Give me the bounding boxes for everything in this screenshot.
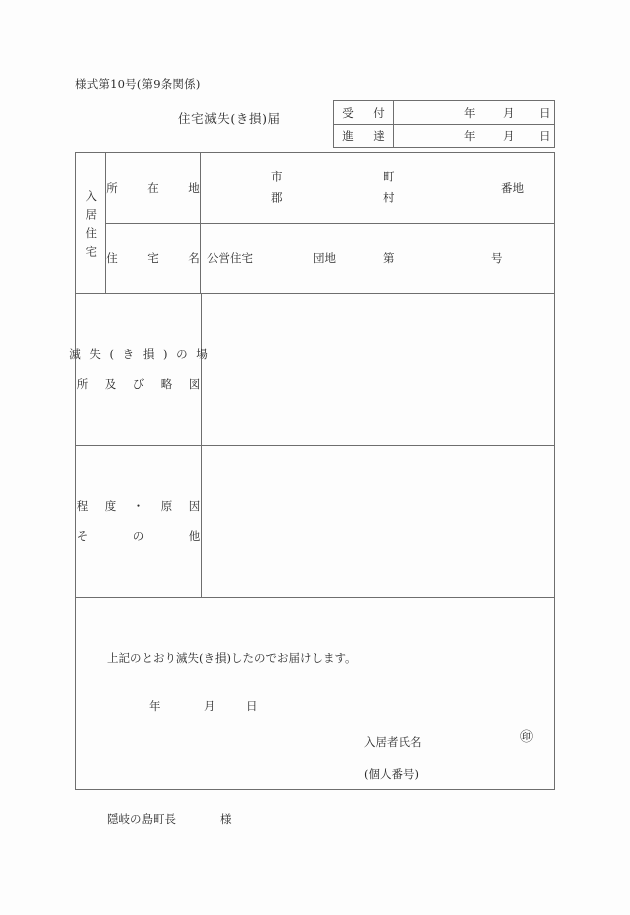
receipt-date-field-uketsuke[interactable] (394, 101, 554, 124)
loss-location-label (69, 294, 211, 445)
shi-marker: 市 (271, 169, 283, 184)
declaration-day-marker: 日 (246, 699, 258, 713)
row-house-name (106, 223, 554, 294)
resident-name-label: 入居者氏名 (364, 735, 422, 749)
receipt-day-marker: 日 (539, 105, 551, 120)
my-number-label: (個人番号) (364, 767, 419, 781)
danchi-marker: 団地 (313, 251, 336, 266)
document-title: 住宅滅失(き損)届 (178, 111, 281, 126)
loss-location-label-line1: 滅 失 ( き 損 ) の 場 (69, 346, 211, 361)
shi-gun-markers (271, 166, 283, 209)
dwelling-rows (106, 153, 554, 293)
row-label-house-name: 住 宅 名 (106, 224, 201, 294)
section-loss-location (69, 293, 554, 445)
receipt-box (333, 100, 555, 148)
section-degree-cause (76, 445, 554, 597)
forward-month-marker: 月 (503, 129, 515, 143)
receipt-month-marker: 月 (503, 105, 515, 120)
row-location (106, 153, 554, 223)
declaration-month-marker: 月 (204, 699, 216, 713)
son-marker: 村 (383, 190, 395, 205)
receipt-year-marker: 年 (464, 105, 476, 120)
declaration-statement: 上記のとおり滅失(き損)したのでお届けします。 (107, 651, 357, 665)
loss-location-label-line2: 所 及 び 略 図 (76, 376, 203, 391)
receipt-row-shintatsu (334, 124, 554, 147)
degree-cause-label-line1: 程 度 ・ 原 因 (76, 498, 203, 513)
dai-marker: 第 (383, 251, 395, 266)
location-input-area[interactable] (201, 153, 554, 223)
receipt-label-shintatsu: 進 達 (334, 125, 394, 147)
loss-location-input-area[interactable] (202, 294, 554, 445)
degree-cause-label-line2: そ の 他 (76, 528, 203, 543)
main-form-table (69, 152, 555, 826)
dwelling-vertical-label-text: 入居住宅 (84, 189, 99, 264)
receipt-row-uketsuke (334, 101, 554, 124)
forward-day-marker: 日 (539, 129, 551, 143)
section-dwelling (76, 153, 554, 293)
addressee-line (107, 811, 232, 827)
degree-cause-input-area[interactable] (202, 446, 554, 597)
section-declaration (76, 597, 554, 826)
cho-son-markers (383, 166, 395, 209)
gun-marker: 郡 (271, 190, 283, 205)
dwelling-vertical-label (76, 153, 106, 293)
receipt-label-uketsuke: 受 付 (334, 101, 394, 124)
addressee-name: 隠岐の島町長 (107, 812, 176, 826)
receipt-date-field-shintatsu[interactable] (394, 125, 554, 147)
cho-marker: 町 (383, 169, 395, 184)
seal-icon: ㊞ (520, 730, 534, 745)
go-marker: 号 (491, 251, 503, 266)
declaration-year-marker: 年 (149, 699, 161, 713)
form-number: 様式第10号(第9条関係) (75, 77, 201, 91)
addressee-honorific: 様 (220, 812, 232, 826)
banchi-marker: 番地 (501, 180, 524, 195)
public-housing-label: 公営住宅 (207, 251, 253, 266)
row-label-location: 所 在 地 (106, 153, 201, 223)
degree-cause-label (76, 446, 202, 597)
house-name-input-area[interactable] (201, 224, 554, 294)
forward-year-marker: 年 (464, 129, 476, 143)
